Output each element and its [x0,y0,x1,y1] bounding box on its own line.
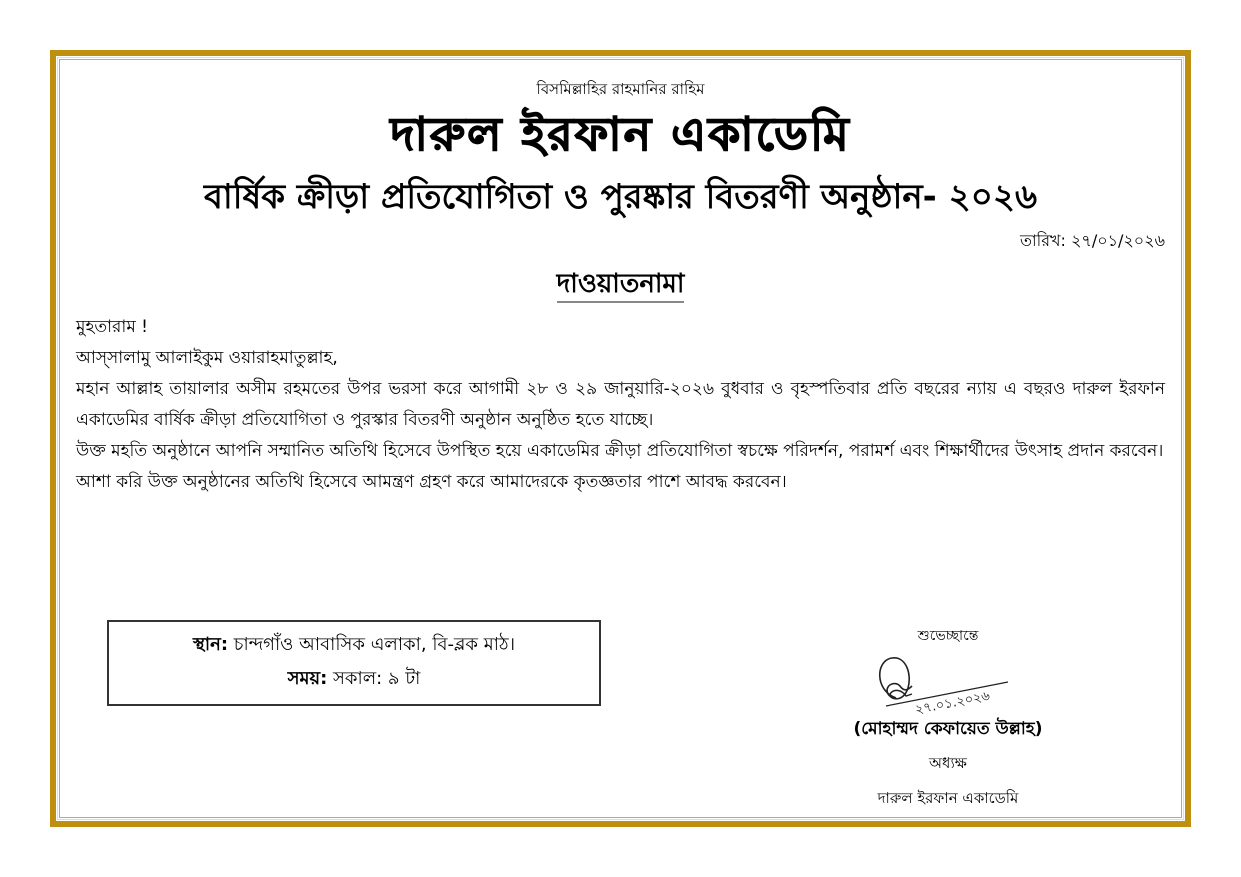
document-date: তারিখ: ২৭/০১/২০২৬ [1020,231,1165,250]
invitation-heading [58,263,1183,307]
venue-label: স্থান: [192,634,229,655]
signature-area [828,648,1068,718]
salutation: মুহতারাম ! [76,317,148,337]
greeting: আস্‌সালামু আলাইকুম ওয়ারাহমাতুল্লাহ, [76,348,338,368]
signature-block [828,620,1068,812]
signer-name: (মোহাম্মদ কেফায়েত উল্লাহ) [853,719,1043,739]
paragraph-3: আশা করি উক্ত অনুষ্ঠানের অতিথি হিসেবে আমন্ত্রণ গ্রহণ করে আমাদেরকে কৃতজ্ঞতার পাশে আবদ্ধ করবেন। [76,472,787,492]
signer-organization: দারুল ইরফান একাডেমি [877,789,1019,807]
paragraph-2: উক্ত মহতি অনুষ্ঠানে আপনি সম্মানিত অতিথি হিসেবে উপস্থিত হয়ে একাডেমির ক্রীড়া প্রতিযোগিতা স্বচক্ষে পরিদর্শন, পরামর্শ এবং শিক্ষার্থীদের উৎসাহ প্রদান করবেন। [76,441,1164,461]
handwritten-signature-icon [868,650,1018,720]
venue-time-box [107,620,601,706]
signer-designation: অধ্যক্ষ [929,754,967,772]
venue-value: চান্দগাঁও আবাসিক এলাকা, বি-ব্লক মাঠ। [233,634,516,655]
closing-text: শুভেচ্ছান্তে [917,628,979,644]
academy-name-heading: দারুল ইরফান একাডেমি [390,107,851,161]
venue-line [109,628,599,662]
paragraph-1: মহান আল্লাহ তায়ালার অসীম রহমতের উপর ভরসা করে আগামী ২৮ ও ২৯ জানুয়ারি-২০২৬ বুধবার ও বৃহস্পতিবার প্রতি বছরের ন্যায় এ বছরও দারুল ইরফান একাডেমির বার্ষিক ক্রীড়া প্রতিযোগিতা ও পুরস্কার বিতরণী অনুষ্ঠান অনুষ্ঠিত হতে যাচ্ছে। [76,379,1165,430]
time-line [109,662,599,696]
invitation-heading-text: দাওয়াতনামা [557,269,685,303]
signature-date: ২৭.০১.২০২৬ [913,688,992,718]
event-title: বার্ষিক ক্রীড়া প্রতিযোগিতা ও পুরষ্কার বিতরণী অনুষ্ঠান- ২০২৬ [203,177,1038,217]
time-label: সময়: [287,668,328,689]
bismillah-text: বিসমিল্লাহির রাহমানির রাহিম [536,80,705,98]
time-value: সকাল: ৯ টা [333,668,421,689]
letter-body [76,312,1165,498]
invitation-card [58,58,1183,819]
